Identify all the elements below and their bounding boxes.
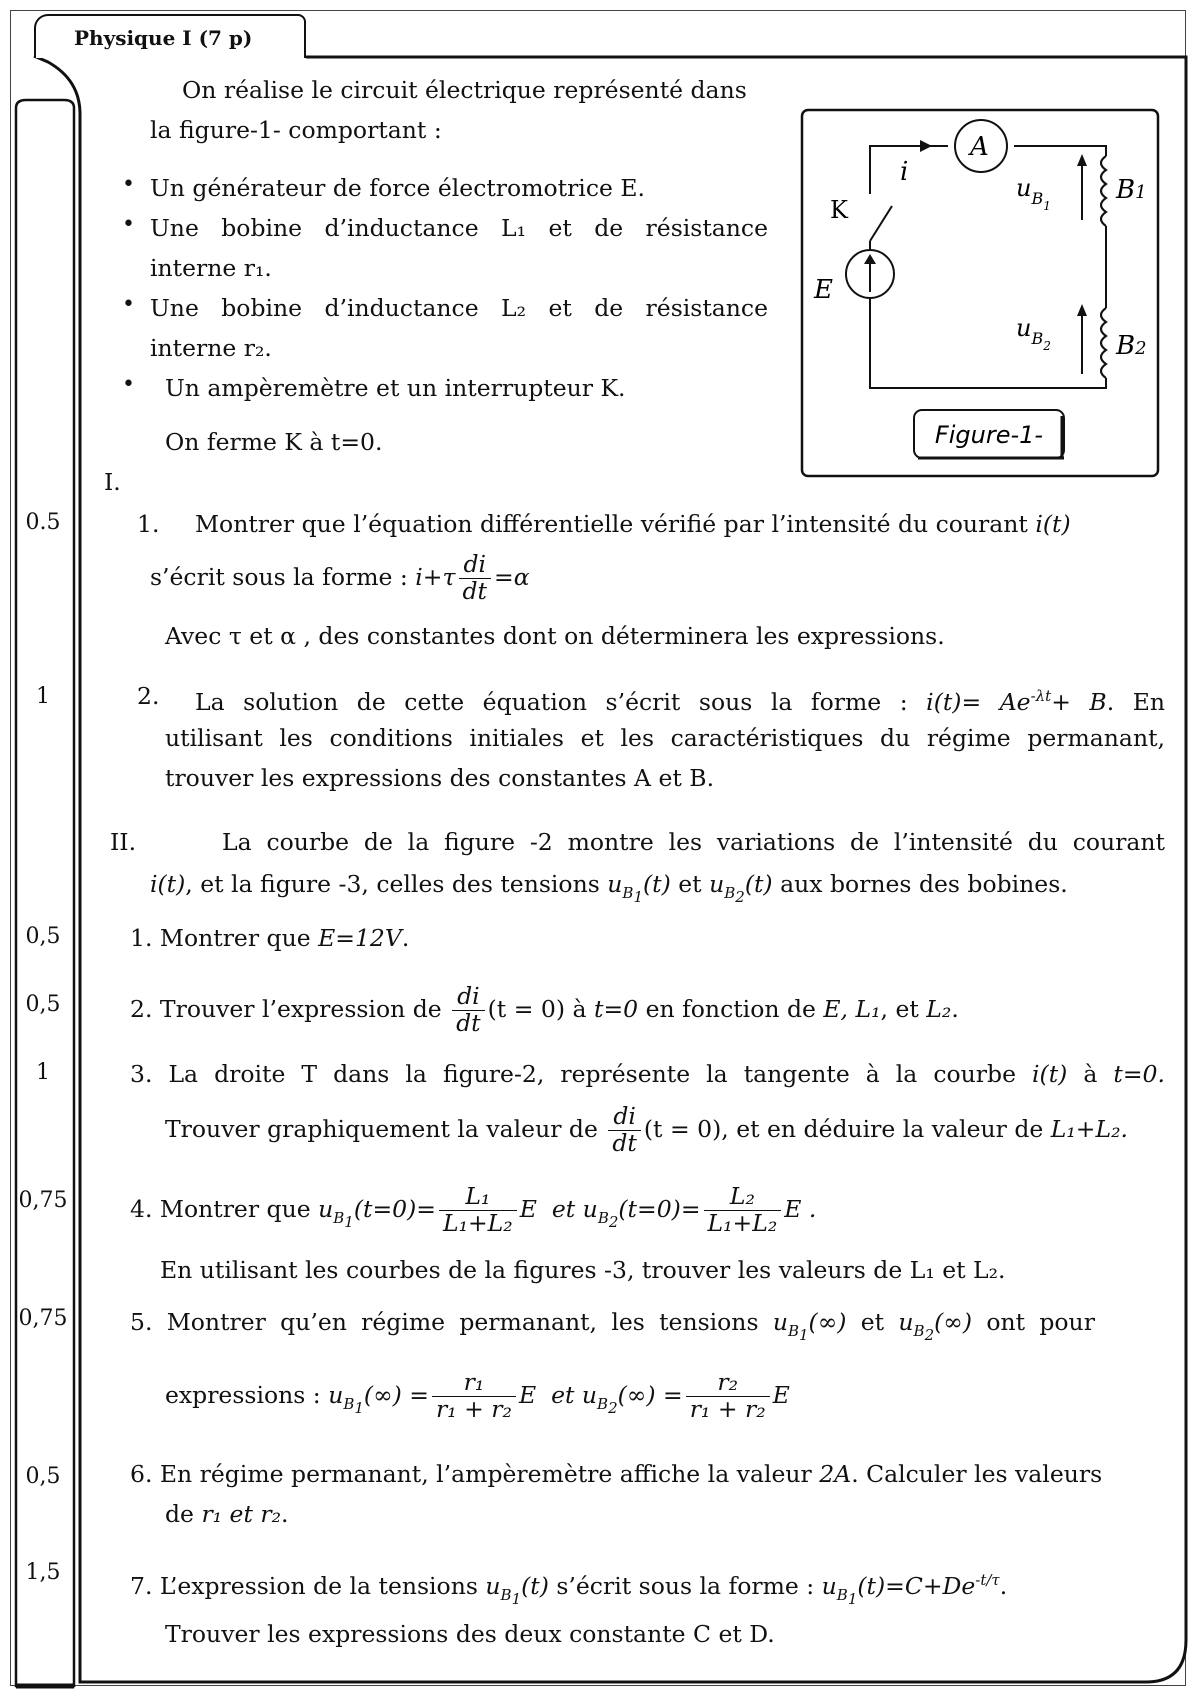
- intro-closing: On ferme K à t=0.: [165, 428, 383, 456]
- p2-intro-line2: i(t), et la figure -3, celles des tensions $u_{B_1}(t)$ et $u_{B_2}(t)$ aux bornes des bobines.: [150, 870, 1068, 906]
- p2-q7-line2: Trouver les expressions des deux constante C et D.: [165, 1620, 775, 1648]
- p1-q2-line2: utilisant les conditions initiales et les caractéristiques du régime permanant,: [165, 724, 1165, 752]
- p2-q4-line1: 4. Montrer que $u_{B_1}(t=0)=$ $\frac{\text{L₁}}{\text{L₁+L₂}}$ E et $u_{B_2}(t=0)=$ $\frac{\text{L₂}}{\text{L₁+L₂}}$ E .: [130, 1182, 817, 1237]
- ub2-label: $u_{B2}$: [1016, 314, 1051, 353]
- bullet-dot: •: [122, 172, 135, 197]
- score-p2-q4: 0,75: [18, 1188, 68, 1213]
- score-p2-q3: 1: [36, 1060, 50, 1085]
- bullet-dot: •: [122, 372, 135, 397]
- p2-q1: 1. Montrer que E=12V.: [130, 924, 410, 952]
- score-p1-q1: 0.5: [25, 510, 61, 535]
- header-tab: [34, 14, 306, 58]
- p2-q7-line1: 7. L’expression de la tensions $u_{B_1}(t)$ s’écrit sous la forme : $u_{B_1}(t)=C+De^{-t/\tau}$.: [130, 1571, 1008, 1608]
- intro-line2: la figure-1- comportant :: [150, 116, 442, 144]
- bullet-item: Une bobine d’inductance L₁ et de résistance: [150, 214, 768, 242]
- p1-q2-line3: trouver les expressions des constantes A et B.: [165, 764, 715, 792]
- p1-q1-avec: Avec τ et α , des constantes dont on déterminera les expressions.: [165, 622, 945, 650]
- bullet-item-cont: interne r₂.: [150, 334, 272, 362]
- score-p1-q2: 1: [36, 684, 50, 709]
- bullet-dot: •: [122, 292, 135, 317]
- bullet-item: Un générateur de force électromotrice E.: [150, 174, 645, 202]
- current-label: i: [900, 157, 909, 187]
- p1-q2-line1: La solution de cette équation s’écrit sous la forme : $i(t)= Ae^{-\lambda t}+ B$. En: [195, 687, 1165, 716]
- intro-line1: On réalise le circuit électrique représenté dans: [182, 76, 747, 104]
- b1-label: B1: [1116, 175, 1147, 205]
- score-p2-q1: 0,5: [25, 924, 61, 949]
- p2-q2: 2. Trouver l’expression de $\frac{di}{dt}$ (t = 0) à t=0 en fonction de E, L₁, et L₂.: [130, 982, 959, 1037]
- figure-1-circuit: [800, 108, 1160, 478]
- p2-q6-line2: de r₁ et r₂.: [165, 1500, 289, 1528]
- p2-q6-line1: 6. En régime permanant, l’ampèremètre affiche la valeur 2A. Calculer les valeurs: [130, 1460, 1103, 1488]
- bullet-item: Une bobine d’inductance L₂ et de résistance: [150, 294, 768, 322]
- p1-q1-equation: s’écrit sous la forme : i+τ $\frac{di}{dt}$ =α: [150, 550, 530, 605]
- score-p2-q7: 1,5: [25, 1560, 61, 1585]
- p1-q1-num: 1.: [137, 510, 160, 538]
- p2-q5-line1: 5. Montrer qu’en régime permanant, les tensions $u_{B_1}(\infty)$ et $u_{B_2}(\infty)$ ont pour: [130, 1308, 1095, 1344]
- bullet-item: Un ampèremètre et un interrupteur K.: [165, 374, 626, 402]
- ammeter-label: A: [970, 132, 989, 162]
- score-p2-q5: 0,75: [18, 1306, 68, 1331]
- score-p2-q2: 0,5: [25, 992, 61, 1017]
- generator-label: E: [814, 275, 833, 305]
- score-p2-q6: 0,5: [25, 1464, 61, 1489]
- p1-q1-text: Montrer que l’équation différentielle vérifié par l’intensité du courant i(t): [195, 510, 1071, 538]
- p1-q2-num: 2.: [137, 682, 160, 710]
- bullet-dot: •: [122, 212, 135, 237]
- switch-label: K: [830, 196, 848, 224]
- p2-q4-line2: En utilisant les courbes de la figures -3, trouver les valeurs de L₁ et L₂.: [160, 1256, 1006, 1284]
- figure-caption: Figure-1-: [934, 421, 1044, 449]
- part1-label: I.: [104, 468, 121, 496]
- part2-label: II.: [110, 828, 137, 856]
- p2-q3-line2: Trouver graphiquement la valeur de $\frac{di}{dt}$ (t = 0), et en déduire la valeur de L₁+L₂.: [165, 1102, 1128, 1157]
- page-title: Physique I (7 p): [74, 26, 253, 50]
- p2-q5-line2: expressions : $u_{B_1}(\infty)$ = $\frac{\text{r₁}}{\text{r₁ + r₂}}$ E et $u_{B_2}(\infty)$ = $\frac{\text{r₂}}{\text{r₁ + r₂}}$ E: [165, 1368, 790, 1423]
- b2-label: B2: [1116, 331, 1147, 361]
- ub1-label: $u_{B1}$: [1016, 174, 1051, 213]
- p2-intro-line1: La courbe de la figure -2 montre les variations de l’intensité du courant: [222, 828, 1165, 856]
- bullet-item-cont: interne r₁.: [150, 254, 272, 282]
- p2-q3-line1: 3. La droite T dans la figure-2, représente la tangente à la courbe i(t) à t=0.: [130, 1060, 1165, 1088]
